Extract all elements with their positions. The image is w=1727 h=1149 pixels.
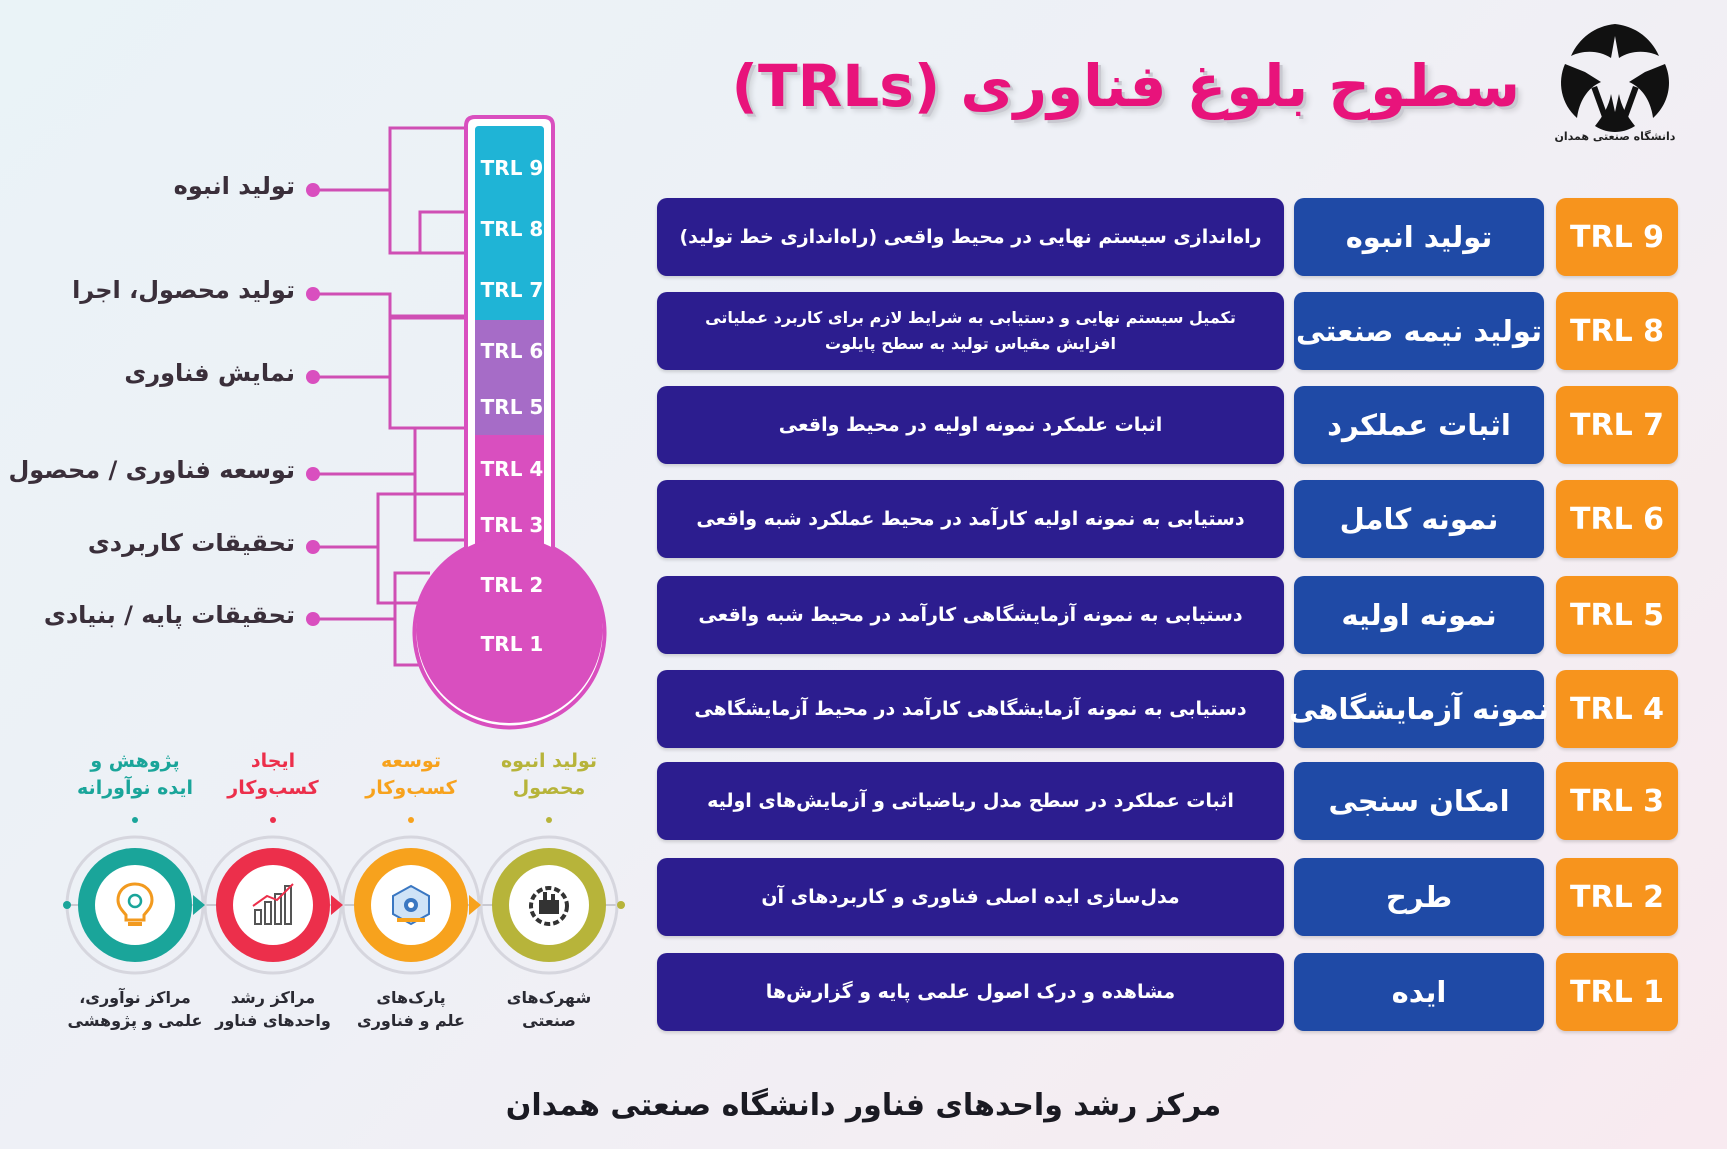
trl-desc: مدل‌سازی ایده اصلی فناوری و کاربردهای آن (657, 858, 1284, 936)
trl-name: تولید انبوه (1294, 198, 1544, 276)
trl-row-9 (657, 198, 1678, 276)
thermo-label-trl2: TRL 2 (480, 573, 544, 597)
cycle-bottom-line: شهرک‌های (506, 988, 592, 1007)
thermo-label-trl5: TRL 5 (480, 395, 544, 419)
trl-desc-line: افزایش مقیاس تولید به سطح پایلوت (825, 334, 1116, 353)
stage-label-demo: نمایش فناوری (124, 359, 295, 387)
cycle-bottom-line: مراکز رشد (230, 988, 316, 1007)
cycle-bottom-line: واحدهای فناور (215, 1011, 331, 1031)
trl-badge: TRL 7 (1556, 386, 1678, 464)
cycle-top-line: ایجاد (250, 750, 296, 772)
logo-caption: دانشگاه صنعتی همدان (1554, 130, 1676, 143)
trl-name: تولید نیمه صنعتی (1294, 292, 1544, 370)
cycle-top-line: محصول (512, 776, 586, 799)
cycle-bottom-line: مراکز نوآوری، (79, 988, 191, 1007)
thermo-label-trl6: TRL 6 (480, 339, 544, 363)
trl-desc: دستیابی به نمونه آزمایشگاهی کارآمد در محیط شبه واقعی (657, 576, 1284, 654)
cycle-bottom-line: علم و فناوری (357, 1011, 465, 1031)
trl-row-5 (657, 576, 1678, 654)
cycle-top-line: توسعه (381, 750, 441, 772)
cycle-top-line: کسب‌وکار (227, 776, 319, 799)
cycle-place-incubators (198, 986, 348, 1032)
trl-row-8 (657, 292, 1678, 370)
trl-desc: راه‌اندازی سیستم نهایی در محیط واقعی (راه‌اندازی خط تولید) (657, 198, 1284, 276)
stage-label-basic-research: تحقیقات پایه / بنیادی (43, 601, 295, 629)
cycle-place-industrial-towns (474, 986, 624, 1032)
stage-label-development: توسعه فناوری / محصول (8, 456, 295, 484)
trl-name: ایده (1294, 953, 1544, 1031)
thermo-label-trl4: TRL 4 (480, 457, 544, 481)
trl-row-1 (657, 953, 1678, 1031)
stage-label-mass-production: تولید انبوه (173, 172, 295, 200)
trl-row-3 (657, 762, 1678, 840)
trl-row-2 (657, 858, 1678, 936)
trl-badge: TRL 4 (1556, 670, 1678, 748)
cycle-bottom-line: صنعتی (522, 1011, 576, 1031)
cycle-place-science-parks (336, 986, 486, 1032)
cycle-stage-research (60, 748, 210, 801)
trl-name: امکان سنجی (1294, 762, 1544, 840)
science-park-icon (387, 880, 435, 930)
cycle-stage-create-business (198, 748, 348, 801)
trl-name: اثبات عملکرد (1294, 386, 1544, 464)
trl-badge: TRL 9 (1556, 198, 1678, 276)
trl-desc-line: تکمیل سیستم نهایی و دستیابی به شرایط لازم برای کاربرد عملیاتی (705, 308, 1236, 328)
thermo-label-trl8: TRL 8 (480, 217, 544, 241)
thermo-label-trl7: TRL 7 (480, 278, 544, 302)
stage-label-applied-research: تحقیقات کاربردی (87, 529, 295, 557)
growth-chart-icon (249, 880, 297, 930)
trl-name: طرح (1294, 858, 1544, 936)
thermo-label-trl1: TRL 1 (480, 632, 544, 656)
trl-desc: اثبات علمکرد نمونه اولیه در محیط واقعی (657, 386, 1284, 464)
trl-badge: TRL 3 (1556, 762, 1678, 840)
trl-desc: دستیابی به نمونه اولیه کارآمد در محیط عملکرد شبه واقعی (657, 480, 1284, 558)
cycle-top-line: ایده نوآورانه (77, 776, 193, 799)
thermo-label-trl9: TRL 9 (480, 156, 544, 180)
trl-row-7 (657, 386, 1678, 464)
cycle-top-line: پژوهش و (90, 750, 180, 772)
trl-row-6 (657, 480, 1678, 558)
trl-row-4 (657, 670, 1678, 748)
university-logo (1545, 16, 1685, 146)
trl-desc (657, 292, 1284, 370)
factory-gear-icon (525, 880, 573, 930)
cycle-bottom-line: علمی و پژوهشی (67, 1011, 203, 1031)
trl-badge: TRL 1 (1556, 953, 1678, 1031)
trl-name: نمونه اولیه (1294, 576, 1544, 654)
thermometer-diagram (0, 0, 700, 740)
trl-name: نمونه آزمایشگاهی (1294, 670, 1544, 748)
lightbulb-icon (111, 880, 159, 930)
trl-name: نمونه کامل (1294, 480, 1544, 558)
trl-badge: TRL 6 (1556, 480, 1678, 558)
page-title: سطوح بلوغ فناوری (TRLs) (731, 52, 1520, 120)
cycle-bottom-line: پارک‌های (376, 988, 446, 1007)
cycle-top-line: کسب‌وکار (365, 776, 457, 799)
trl-desc: دستیابی به نمونه آزمایشگاهی کارآمد در محیط آزمایشگاهی (657, 670, 1284, 748)
thermo-label-trl3: TRL 3 (480, 513, 544, 537)
trl-badge: TRL 8 (1556, 292, 1678, 370)
trl-desc: مشاهده و درک اصول علمی پایه و گزارش‌ها (657, 953, 1284, 1031)
cycle-stage-develop-business (336, 748, 486, 801)
cycle-stage-mass-production (474, 748, 624, 801)
footer-caption: مرکز رشد واحدهای فناور دانشگاه صنعتی همدان (505, 1088, 1222, 1123)
trl-desc: اثبات عملکرد در سطح مدل ریاضیاتی و آزمایش‌های اولیه (657, 762, 1284, 840)
stage-label-product: تولید محصول، اجرا (72, 276, 295, 304)
trl-badge: TRL 5 (1556, 576, 1678, 654)
cycle-top-line: تولید انبوه (500, 750, 598, 772)
cycle-place-innovation-centers (60, 986, 210, 1032)
trl-badge: TRL 2 (1556, 858, 1678, 936)
